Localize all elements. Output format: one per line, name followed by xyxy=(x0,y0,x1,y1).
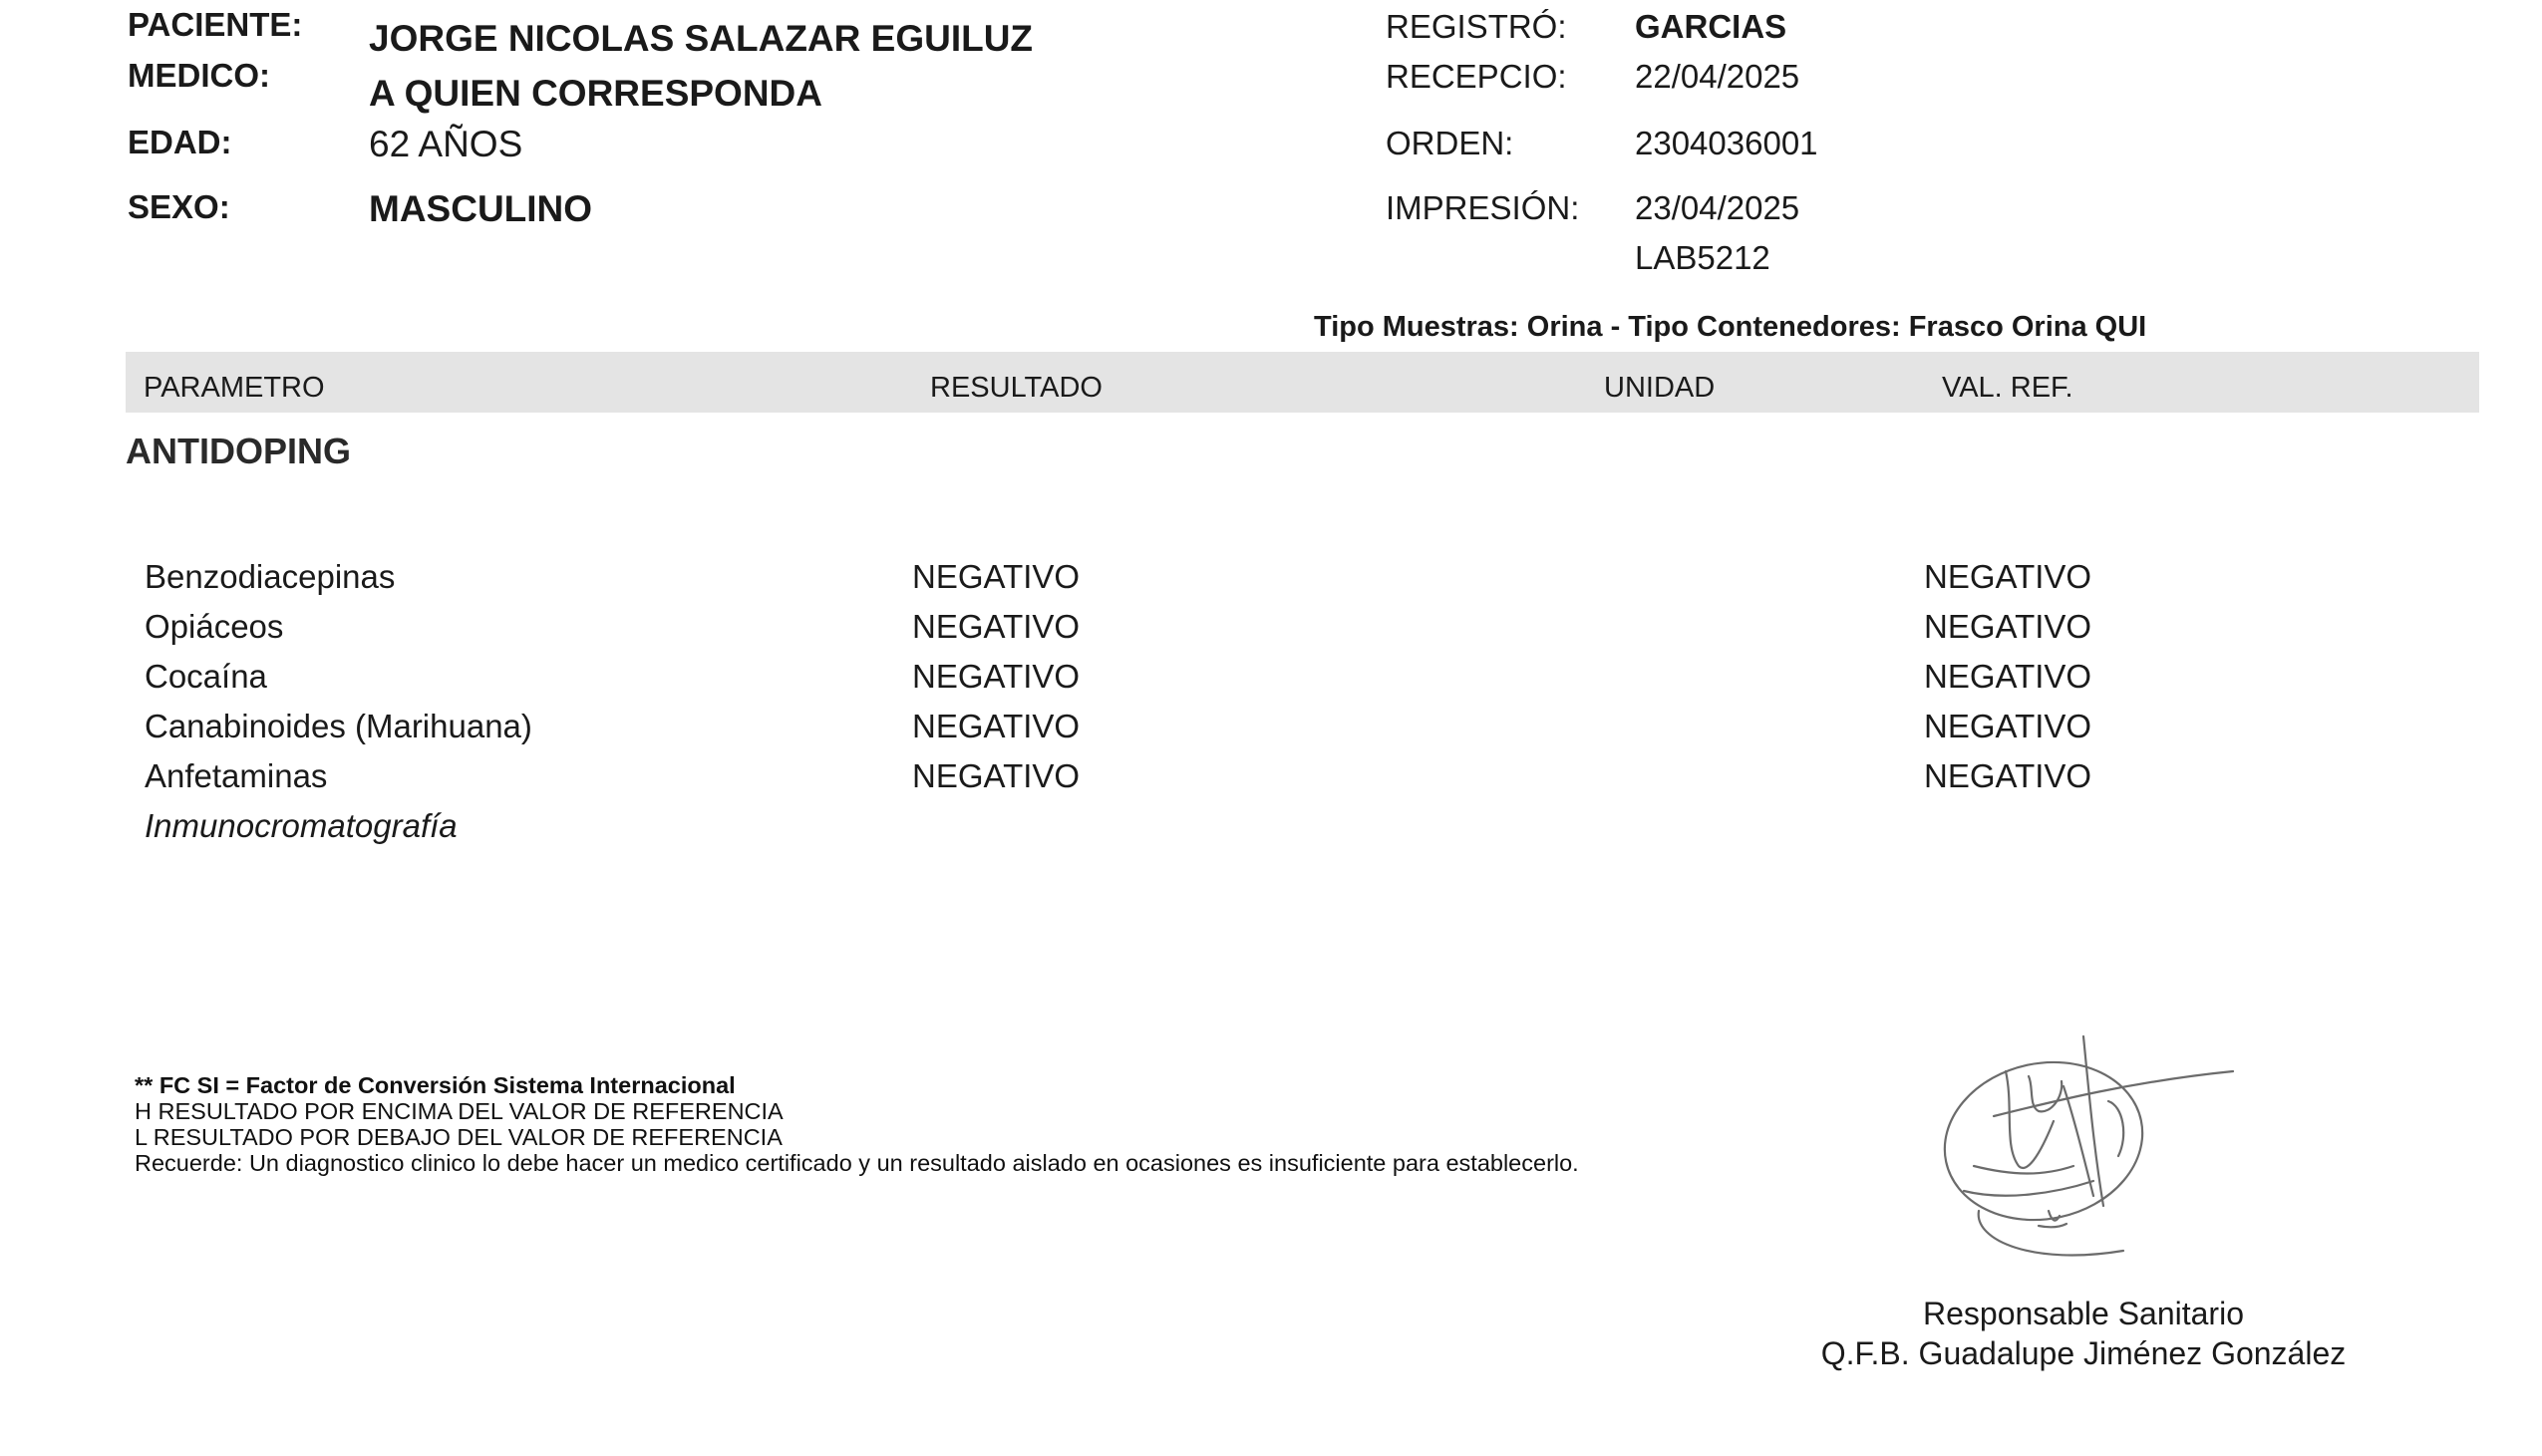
footnote-fc-si: ** FC SI = Factor de Conversión Sistema Internacional xyxy=(135,1072,736,1098)
orden-label: ORDEN: xyxy=(1386,125,1514,161)
row-resultado: NEGATIVO xyxy=(912,757,1081,794)
medico-value: A QUIEN CORRESPONDA xyxy=(369,73,823,114)
results-table-header xyxy=(126,352,2479,413)
footnote-recuerde: Recuerde: Un diagnostico clinico lo debe hacer un medico certificado y un resultado aislado en ocasiones es insuficiente para establecerlo. xyxy=(135,1150,1579,1176)
row-resultado: NEGATIVO xyxy=(912,658,1081,695)
edad-label: EDAD: xyxy=(128,124,232,160)
header-val-ref: VAL. REF. xyxy=(1942,372,2073,404)
sexo-label: SEXO: xyxy=(128,188,230,225)
method-note: Inmunocromatografía xyxy=(145,807,458,844)
footnote-h: H RESULTADO POR ENCIMA DEL VALOR DE REFERENCIA xyxy=(135,1098,784,1124)
signature-name: Q.F.B. Guadalupe Jiménez González xyxy=(1820,1335,2347,1371)
row-parametro: Benzodiacepinas xyxy=(145,558,396,595)
impresion-value: 23/04/2025 xyxy=(1635,189,1800,226)
recepcio-value: 22/04/2025 xyxy=(1635,58,1800,95)
row-val-ref: NEGATIVO xyxy=(1924,608,2092,645)
row-parametro: Canabinoides (Marihuana) xyxy=(145,708,532,744)
row-parametro: Opiáceos xyxy=(145,608,284,645)
samples-line: Tipo Muestras: Orina - Tipo Contenedores: Frasco Orina QUI xyxy=(1314,311,2147,343)
row-val-ref: NEGATIVO xyxy=(1924,658,2092,695)
orden-value: 2304036001 xyxy=(1635,125,1818,161)
row-val-ref: NEGATIVO xyxy=(1924,757,2092,794)
handwritten-signature xyxy=(1934,1026,2253,1276)
row-val-ref: NEGATIVO xyxy=(1924,558,2092,595)
medico-label: MEDICO: xyxy=(128,57,270,94)
impresion-label: IMPRESIÓN: xyxy=(1386,189,1580,226)
footnotes xyxy=(135,1072,1579,1176)
edad-value: 62 AÑOS xyxy=(369,124,523,164)
header-resultado: RESULTADO xyxy=(930,372,1103,404)
recepcio-label: RECEPCIO: xyxy=(1386,58,1567,95)
row-parametro: Cocaína xyxy=(145,658,267,695)
signature-role: Responsable Sanitario xyxy=(1923,1296,2244,1331)
registro-label: REGISTRÓ: xyxy=(1386,8,1567,45)
section-title: ANTIDOPING xyxy=(126,431,352,471)
paciente-label: PACIENTE: xyxy=(128,6,303,43)
registro-value: GARCIAS xyxy=(1635,8,1787,45)
row-resultado: NEGATIVO xyxy=(912,558,1081,595)
footnote-l: L RESULTADO POR DEBAJO DEL VALOR DE REFERENCIA xyxy=(135,1124,783,1150)
sexo-value: MASCULINO xyxy=(369,188,593,229)
row-resultado: NEGATIVO xyxy=(912,708,1081,744)
row-parametro: Anfetaminas xyxy=(145,757,328,794)
header-unidad: UNIDAD xyxy=(1604,372,1716,404)
row-resultado: NEGATIVO xyxy=(912,608,1081,645)
header-parametro: PARAMETRO xyxy=(144,372,325,404)
paciente-value: JORGE NICOLAS SALAZAR EGUILUZ xyxy=(369,18,1034,59)
row-val-ref: NEGATIVO xyxy=(1924,708,2092,744)
lab-code: LAB5212 xyxy=(1635,239,1770,276)
